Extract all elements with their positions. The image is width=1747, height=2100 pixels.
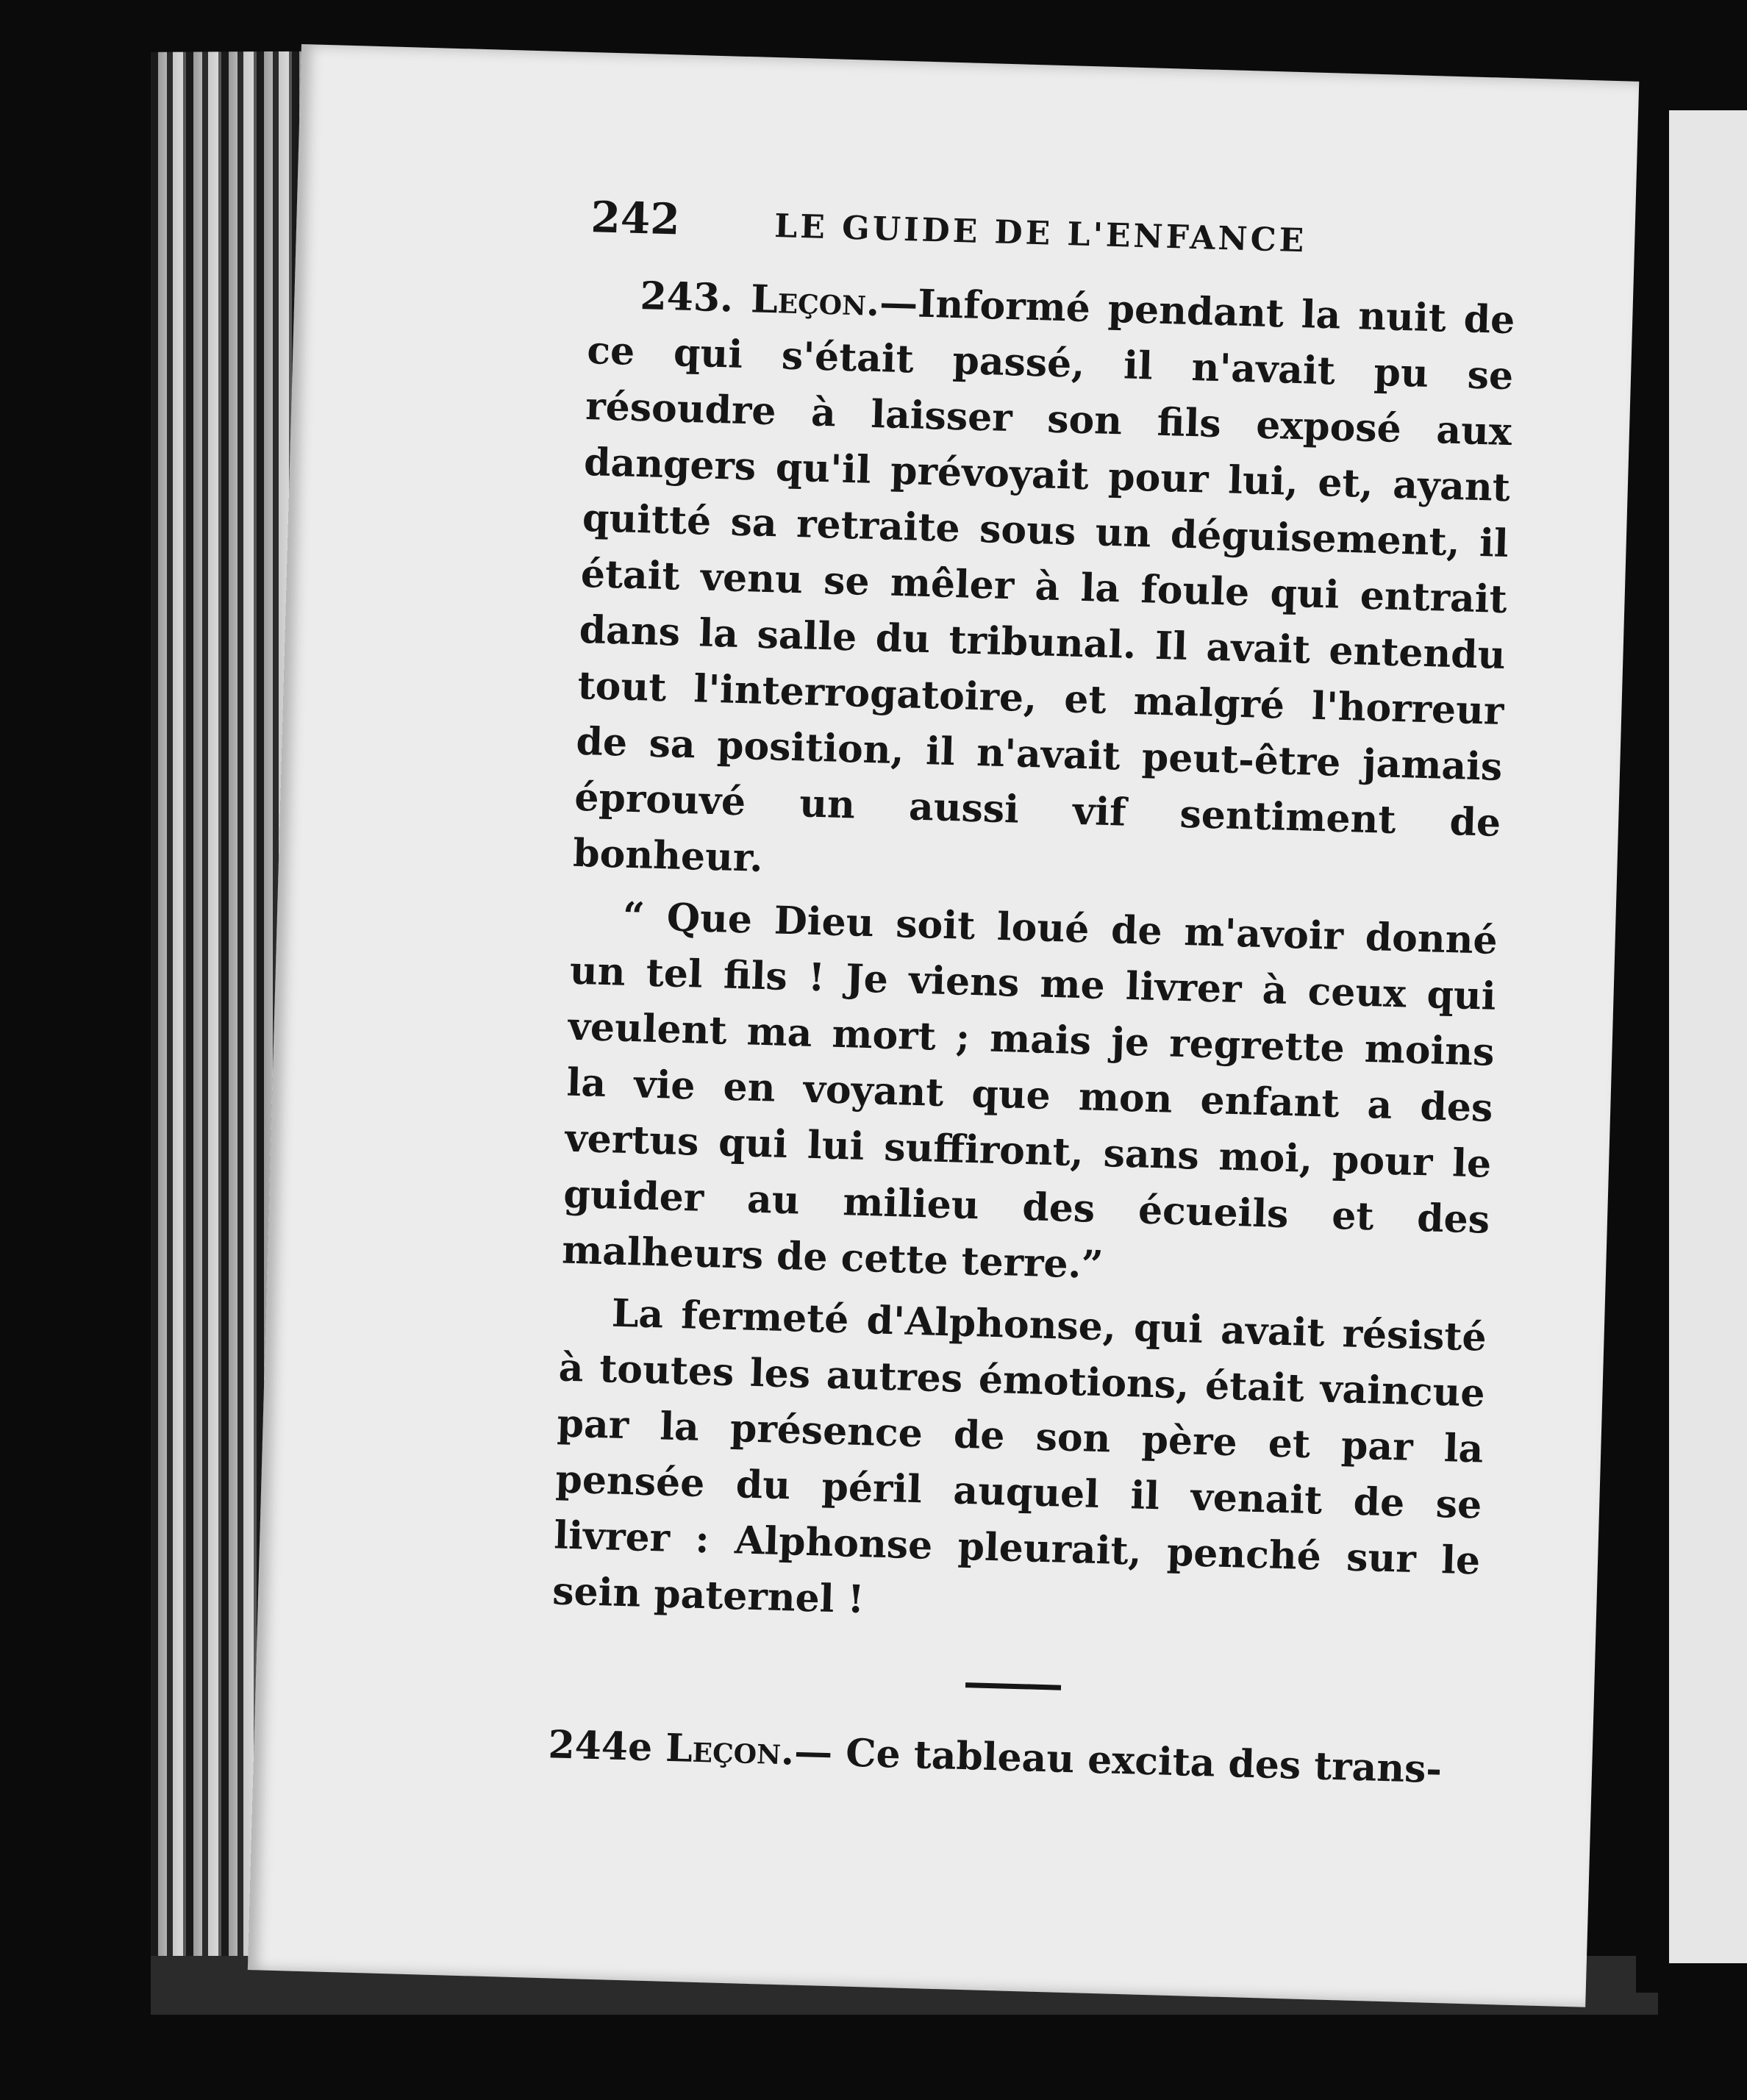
lesson-243-number: 243.: [639, 274, 735, 321]
lesson-244-label: Leçon.: [665, 1725, 796, 1774]
lesson-244-number: 244e: [547, 1722, 653, 1771]
lesson-243-label: Leçon.: [750, 276, 881, 326]
quote-paragraph: “ Que Dieu soit loué de m'avoir donné un tel fils ! Je viens me livrer à ceux qui veulent ma mort ; mais je regrette moins la vie en voyant que mon enfant a des vertus qui lui suffiront, sans moi, pour le guider au milieu des écueils et des malheurs de cette terre.”: [561, 893, 1498, 1288]
lesson-243-paragraph: [572, 267, 1515, 907]
closing-paragraph: La fermeté d'Alphonse, qui avait résisté à toutes les autres émotions, était vaincue par la présence de son père et par la pensée du péril auquel il venait de se livrer : Alphonse pleurait, penché sur le sein paternel !: [551, 1290, 1487, 1623]
section-separator-rule: [965, 1682, 1061, 1690]
gutter-shadow: [1636, 110, 1673, 1993]
running-head-title: LE GUIDE DE L'ENFANCE: [774, 207, 1307, 260]
lesson-244-paragraph: [547, 1717, 1475, 1799]
page-number: 242: [590, 192, 681, 245]
lesson-243-text: —Informé pendant la nuit de ce qui s'était passé, il n'avait pu se résoudre à laisser son fils exposé aux dangers qu'il prévoyait pour lui, et, ayant quitté sa retraite sous un déguisement, il était venu se mêler à la foule qui entrait dans la salle du tribunal. Il avait entendu tout l'interrogatoire, et malgré l'horreur de sa position, il n'avait peut-être jamais éprouvé un aussi vif sentiment de bonheur.: [572, 280, 1516, 881]
running-head: [590, 192, 1518, 268]
lesson-244-text: — Ce tableau excita des trans-: [793, 1729, 1443, 1793]
book-page: [248, 44, 1639, 2007]
page-content: [547, 192, 1518, 1804]
facing-page-strip: [1669, 110, 1747, 1963]
